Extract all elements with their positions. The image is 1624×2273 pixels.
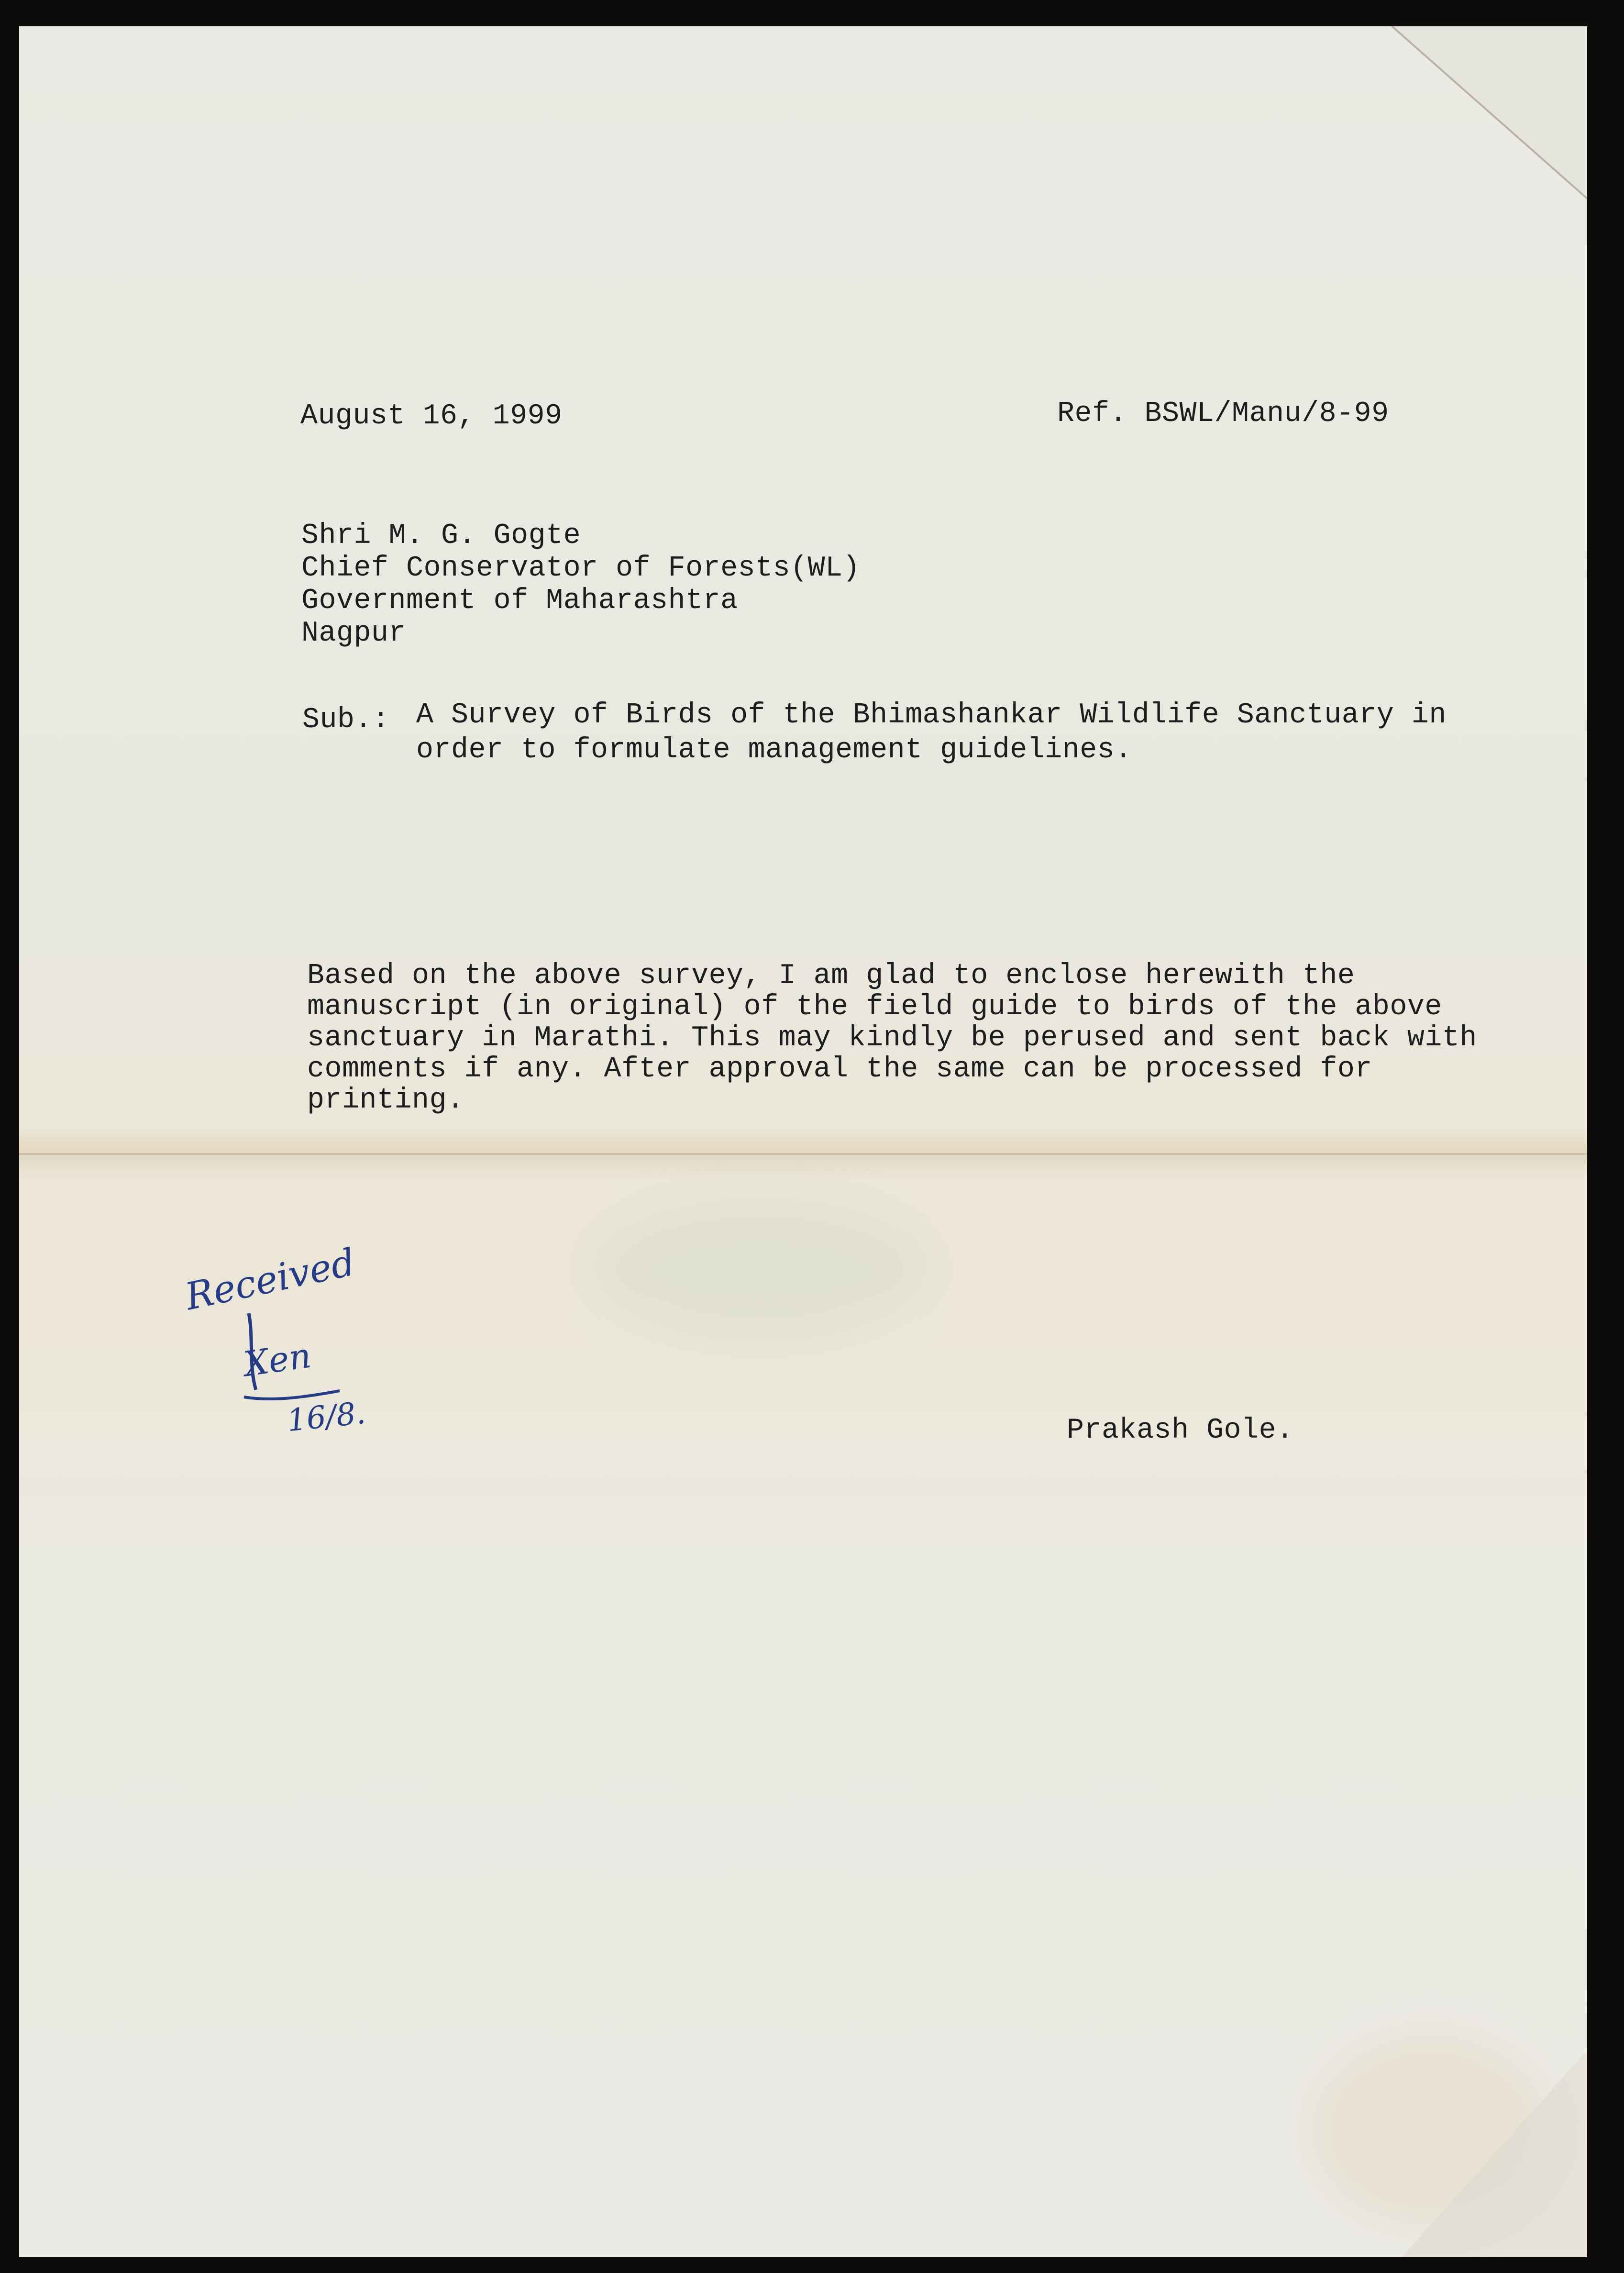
- body-line: Based on the above survey, I am glad to enclose herewith the: [307, 960, 1355, 992]
- subject-label: Sub.:: [302, 704, 390, 736]
- recipient-line: Government of Maharashtra: [301, 585, 738, 617]
- dog-ear-corner: [19, 26, 1587, 2257]
- subject-line: order to formulate management guidelines.: [416, 734, 1132, 766]
- body-line: manuscript (in original) of the field guide to birds of the above: [307, 991, 1442, 1023]
- recipient-line: Shri M. G. Gogte: [301, 520, 581, 552]
- letter-sheet: [19, 26, 1587, 2257]
- body-line: printing.: [307, 1084, 464, 1117]
- reference-number: Ref. BSWL/Manu/8-99: [1057, 398, 1389, 430]
- received-date: 16/8.: [285, 1395, 367, 1439]
- received-note: Received: [181, 1241, 359, 1319]
- recipient-line: Chief Conservator of Forests(WL): [301, 552, 861, 585]
- recipient-line: Nagpur: [301, 617, 407, 650]
- receiver-initials: Xen: [241, 1335, 314, 1385]
- body-line: comments if any. After approval the same can be processed for: [307, 1053, 1372, 1086]
- letter-date: August 16, 1999: [300, 400, 563, 432]
- signatory-name: Prakash Gole.: [1067, 1414, 1294, 1447]
- body-line: sanctuary in Marathi. This may kindly be perused and sent back with: [307, 1022, 1477, 1054]
- subject-line: A Survey of Birds of the Bhimashankar Wildlife Sanctuary in: [416, 699, 1447, 732]
